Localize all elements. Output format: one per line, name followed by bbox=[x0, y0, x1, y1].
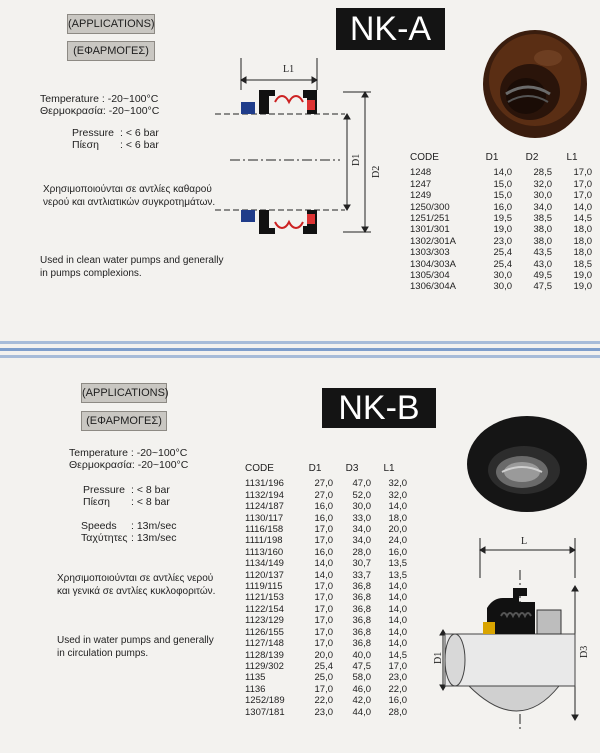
usage-en-line-1: Used in water pumps and generally bbox=[57, 635, 214, 646]
label-d1: D1 bbox=[351, 153, 362, 166]
cell-value: 46,0 bbox=[352, 683, 371, 695]
technical-drawing-nkb bbox=[425, 530, 595, 740]
speeds-label-gr: Ταχύτητες bbox=[81, 532, 128, 544]
cell-code: 1302/301A bbox=[410, 235, 456, 247]
cell-code: 1301/301 bbox=[410, 224, 450, 236]
cell-value: 16,0 bbox=[314, 512, 333, 524]
section-divider-3 bbox=[0, 355, 600, 358]
cell-value: 33,7 bbox=[352, 569, 371, 581]
cell-code: 1248 bbox=[410, 167, 432, 179]
cell-code: 1305/304 bbox=[410, 270, 450, 282]
dimensions-table-nka bbox=[410, 152, 592, 293]
table-row bbox=[245, 604, 407, 615]
usage-en-nka bbox=[40, 254, 223, 280]
cell-value: 38,0 bbox=[533, 235, 552, 247]
cell-code: 1306/304A bbox=[410, 281, 456, 293]
cell-code: 1119/115 bbox=[245, 581, 283, 593]
pressure-value-gr: : < 6 bar bbox=[120, 139, 159, 151]
speeds-nkb bbox=[81, 520, 177, 532]
cell-code: 1128/139 bbox=[245, 649, 284, 661]
pressure-value-gr: : < 8 bar bbox=[131, 496, 170, 508]
technical-drawing-nka bbox=[205, 50, 395, 250]
cell-value: 17,0 bbox=[314, 581, 333, 593]
usage-en-line-2: in circulation pumps. bbox=[57, 648, 149, 659]
cell-code: 1250/300 bbox=[410, 201, 450, 213]
table-row bbox=[245, 547, 407, 558]
cell-value: 49,5 bbox=[533, 270, 552, 282]
col-d2: D2 bbox=[525, 152, 539, 163]
cell-code: 1247 bbox=[410, 178, 432, 190]
usage-gr-nka bbox=[43, 183, 215, 209]
cell-value: 15,0 bbox=[493, 190, 512, 202]
cell-value: 44,0 bbox=[352, 706, 371, 718]
cell-value: 17,0 bbox=[314, 638, 333, 650]
table-row bbox=[245, 501, 407, 512]
label-l1: L1 bbox=[283, 64, 295, 75]
cell-code: 1129/302 bbox=[245, 660, 284, 672]
cell-code: 1251/251 bbox=[410, 213, 450, 225]
cell-value: 17,0 bbox=[573, 178, 592, 190]
product-title-nkb: NK-B bbox=[322, 388, 436, 428]
usage-en-line-1: Used in clean water pumps and generally bbox=[40, 255, 224, 266]
table-row bbox=[245, 695, 407, 706]
cell-code: 1111/198 bbox=[245, 535, 283, 547]
cell-value: 15,0 bbox=[493, 178, 512, 190]
applications-tag-nkb: (APPLICATIONS) bbox=[81, 383, 167, 403]
cell-value: 14,0 bbox=[388, 603, 407, 615]
cell-value: 47,5 bbox=[533, 281, 552, 293]
cell-value: 16,0 bbox=[388, 546, 407, 558]
table-row bbox=[245, 570, 407, 581]
cell-value: 22,0 bbox=[314, 695, 333, 707]
usage-gr-line-1: Χρησιμοποιούνται σε αντλίες νερού bbox=[57, 573, 214, 584]
cell-value: 14,0 bbox=[388, 638, 407, 650]
cell-value: 47,0 bbox=[352, 478, 371, 490]
table-row bbox=[245, 638, 407, 649]
cell-value: 23,0 bbox=[493, 235, 512, 247]
cell-value: 27,0 bbox=[314, 489, 333, 501]
cell-value: 36,8 bbox=[352, 615, 371, 627]
cell-value: 40,0 bbox=[352, 649, 371, 661]
col-l1: L1 bbox=[566, 152, 578, 163]
cell-value: 34,0 bbox=[352, 535, 371, 547]
table-row bbox=[245, 490, 407, 501]
table-row bbox=[410, 179, 592, 190]
cell-value: 14,5 bbox=[388, 649, 407, 661]
table-row bbox=[245, 558, 407, 569]
cell-value: 14,0 bbox=[388, 626, 407, 638]
cell-code: 1116/158 bbox=[245, 524, 284, 536]
cell-value: 30,0 bbox=[352, 501, 371, 513]
cell-code: 1135 bbox=[245, 672, 266, 684]
cell-value: 38,0 bbox=[533, 224, 552, 236]
applications-tag-gr-nkb: (ΕΦΑΡΜΟΓΕΣ) bbox=[81, 411, 167, 431]
pressure-value: : < 6 bar bbox=[120, 127, 159, 139]
cell-value: 32,0 bbox=[388, 489, 407, 501]
table-row bbox=[410, 281, 592, 292]
cell-code: 1113/160 bbox=[245, 546, 284, 558]
col-d3: D3 bbox=[345, 463, 359, 474]
pressure-label: Pressure bbox=[72, 127, 115, 139]
seal-photo-nka bbox=[478, 22, 593, 144]
cell-value: 16,0 bbox=[314, 546, 333, 558]
cell-value: 58,0 bbox=[352, 672, 371, 684]
col-d1: D1 bbox=[485, 152, 499, 163]
cell-value: 28,5 bbox=[533, 167, 552, 179]
cell-value: 38,5 bbox=[533, 213, 552, 225]
cell-value: 33,0 bbox=[352, 512, 371, 524]
table-row bbox=[410, 190, 592, 201]
table-row bbox=[245, 661, 407, 672]
pressure-label: Pressure bbox=[83, 484, 126, 496]
cell-code: 1131/196 bbox=[245, 478, 284, 490]
cell-code: 1123/129 bbox=[245, 615, 284, 627]
cell-code: 1249 bbox=[410, 190, 432, 202]
pressure-nka bbox=[72, 127, 159, 139]
pressure-gr-nka bbox=[72, 139, 159, 151]
cell-value: 23,0 bbox=[314, 706, 333, 718]
cell-value: 14,0 bbox=[573, 201, 592, 213]
product-title-nka: NK-A bbox=[336, 8, 445, 50]
col-l1: L1 bbox=[383, 463, 395, 474]
cell-value: 47,5 bbox=[352, 660, 371, 672]
table-row bbox=[410, 202, 592, 213]
cell-value: 20,0 bbox=[388, 524, 407, 536]
cell-value: 34,0 bbox=[533, 201, 552, 213]
cell-value: 16,0 bbox=[493, 201, 512, 213]
cell-value: 36,8 bbox=[352, 581, 371, 593]
usage-gr-line-2: νερού και αντλιατικών συγκροτημάτων. bbox=[43, 197, 216, 208]
cell-code: 1134/149 bbox=[245, 558, 284, 570]
table-row bbox=[245, 672, 407, 683]
table-row bbox=[245, 513, 407, 524]
cell-value: 18,0 bbox=[573, 235, 592, 247]
cell-value: 14,0 bbox=[388, 615, 407, 627]
cell-value: 17,0 bbox=[314, 683, 333, 695]
cell-value: 19,0 bbox=[573, 281, 592, 293]
cell-code: 1126/155 bbox=[245, 626, 284, 638]
table-row bbox=[245, 650, 407, 661]
cell-value: 28,0 bbox=[388, 706, 407, 718]
cell-value: 22,0 bbox=[388, 683, 407, 695]
cell-code: 1252/189 bbox=[245, 695, 285, 707]
cell-value: 43,5 bbox=[533, 247, 552, 259]
usage-gr-line-2: και γενικά σε αντλίες κυκλοφοριτών. bbox=[57, 586, 216, 597]
cell-value: 27,0 bbox=[314, 478, 333, 490]
cell-value: 17,0 bbox=[314, 535, 333, 547]
table-row bbox=[410, 247, 592, 258]
cell-value: 14,0 bbox=[388, 592, 407, 604]
cell-value: 30,0 bbox=[493, 281, 512, 293]
cell-value: 36,8 bbox=[352, 626, 371, 638]
speeds-label: Speeds bbox=[81, 520, 117, 532]
cell-value: 17,0 bbox=[573, 190, 592, 202]
col-code: CODE bbox=[410, 152, 439, 163]
cell-value: 18,0 bbox=[573, 224, 592, 236]
cell-value: 36,8 bbox=[352, 638, 371, 650]
cell-value: 14,0 bbox=[314, 569, 333, 581]
cell-value: 19,0 bbox=[493, 224, 512, 236]
cell-value: 25,4 bbox=[314, 660, 333, 672]
table-row bbox=[410, 259, 592, 270]
temperature-nka: Temperature : -20~100°C bbox=[40, 93, 159, 105]
cell-value: 16,0 bbox=[388, 695, 407, 707]
temperature-gr-nka: Θερμοκρασία: -20~100°C bbox=[40, 105, 160, 117]
cell-value: 19,0 bbox=[573, 270, 592, 282]
pressure-value: : < 8 bar bbox=[131, 484, 170, 496]
pressure-label-gr: Πίεση bbox=[83, 496, 110, 508]
table-row bbox=[245, 478, 407, 489]
cell-value: 17,0 bbox=[314, 592, 333, 604]
usage-en-line-2: in pumps complexions. bbox=[40, 268, 142, 279]
cell-value: 18,5 bbox=[573, 258, 592, 270]
cell-value: 30,7 bbox=[352, 558, 371, 570]
table-row bbox=[245, 535, 407, 546]
cell-value: 43,0 bbox=[533, 258, 552, 270]
table-row bbox=[245, 581, 407, 592]
cell-code: 1303/303 bbox=[410, 247, 450, 259]
temperature-nkb: Temperature : -20~100°C bbox=[69, 447, 188, 459]
cell-code: 1120/137 bbox=[245, 569, 284, 581]
table-row bbox=[245, 627, 407, 638]
applications-tag-nka: (APPLICATIONS) bbox=[67, 14, 155, 34]
dimensions-table-nkb bbox=[245, 463, 407, 718]
cell-value: 17,0 bbox=[314, 626, 333, 638]
cell-value: 52,0 bbox=[352, 489, 371, 501]
table-row bbox=[245, 524, 407, 535]
table-row bbox=[410, 270, 592, 281]
section-divider bbox=[0, 341, 600, 344]
cell-value: 36,8 bbox=[352, 603, 371, 615]
speeds-value: : 13m/sec bbox=[131, 520, 177, 532]
label-l: L bbox=[521, 536, 528, 547]
cell-value: 18,0 bbox=[388, 512, 407, 524]
cell-code: 1136 bbox=[245, 683, 266, 695]
cell-value: 16,0 bbox=[314, 501, 333, 513]
temperature-gr-nkb: Θερμοκρασία: -20~100°C bbox=[69, 459, 189, 471]
cell-code: 1124/187 bbox=[245, 501, 284, 513]
table-row bbox=[245, 615, 407, 626]
table-row bbox=[410, 167, 592, 178]
cell-value: 13,5 bbox=[388, 569, 407, 581]
cell-value: 14,0 bbox=[493, 167, 512, 179]
cell-value: 14,5 bbox=[573, 213, 592, 225]
pressure-nkb bbox=[83, 484, 170, 496]
usage-en-nkb bbox=[57, 634, 214, 660]
pressure-gr-nkb bbox=[83, 496, 170, 508]
cell-value: 25,4 bbox=[493, 258, 512, 270]
cell-value: 42,0 bbox=[352, 695, 371, 707]
cell-value: 14,0 bbox=[388, 581, 407, 593]
cell-value: 17,0 bbox=[314, 603, 333, 615]
cell-value: 32,0 bbox=[388, 478, 407, 490]
cell-value: 18,0 bbox=[573, 247, 592, 259]
cell-value: 13,5 bbox=[388, 558, 407, 570]
cell-value: 32,0 bbox=[533, 178, 552, 190]
table-row bbox=[410, 236, 592, 247]
col-code: CODE bbox=[245, 463, 274, 474]
cell-value: 17,0 bbox=[314, 524, 333, 536]
table-header-row bbox=[245, 463, 407, 478]
cell-value: 17,0 bbox=[388, 660, 407, 672]
label-d1: D1 bbox=[433, 651, 444, 664]
cell-value: 25,0 bbox=[314, 672, 333, 684]
cell-code: 1130/117 bbox=[245, 512, 284, 524]
cell-value: 19,5 bbox=[493, 213, 512, 225]
cell-value: 36,8 bbox=[352, 592, 371, 604]
usage-gr-nkb bbox=[57, 572, 215, 598]
cell-code: 1122/154 bbox=[245, 603, 284, 615]
table-row bbox=[245, 592, 407, 603]
table-header-row bbox=[410, 152, 592, 167]
table-row bbox=[245, 707, 407, 718]
speeds-gr-nkb bbox=[81, 532, 177, 544]
cell-value: 17,0 bbox=[573, 167, 592, 179]
cell-value: 28,0 bbox=[352, 546, 371, 558]
cell-value: 20,0 bbox=[314, 649, 333, 661]
pressure-label-gr: Πίεση bbox=[72, 139, 99, 151]
cell-value: 34,0 bbox=[352, 524, 371, 536]
label-d3: D3 bbox=[579, 645, 590, 658]
speeds-value-gr: : 13m/sec bbox=[131, 532, 177, 544]
cell-code: 1307/181 bbox=[245, 706, 285, 718]
cell-code: 1121/153 bbox=[245, 592, 284, 604]
col-d1: D1 bbox=[308, 463, 322, 474]
cell-value: 23,0 bbox=[388, 672, 407, 684]
section-divider-2 bbox=[0, 348, 600, 351]
cell-value: 14,0 bbox=[388, 501, 407, 513]
cell-value: 25,4 bbox=[493, 247, 512, 259]
applications-tag-gr-nka: (ΕΦΑΡΜΟΓΕΣ) bbox=[67, 41, 155, 61]
label-d2: D2 bbox=[371, 165, 382, 178]
cell-value: 14,0 bbox=[314, 558, 333, 570]
cell-value: 30,0 bbox=[533, 190, 552, 202]
cell-value: 30,0 bbox=[493, 270, 512, 282]
cell-value: 24,0 bbox=[388, 535, 407, 547]
cell-code: 1304/303A bbox=[410, 258, 456, 270]
table-row bbox=[410, 224, 592, 235]
cell-code: 1132/194 bbox=[245, 489, 284, 501]
usage-gr-line-1: Χρησιμοποιούνται σε αντλίες καθαρού bbox=[43, 184, 212, 195]
table-row bbox=[245, 684, 407, 695]
cell-value: 17,0 bbox=[314, 615, 333, 627]
table-row bbox=[410, 213, 592, 224]
cell-code: 1127/148 bbox=[245, 638, 284, 650]
seal-photo-nkb bbox=[462, 410, 592, 518]
